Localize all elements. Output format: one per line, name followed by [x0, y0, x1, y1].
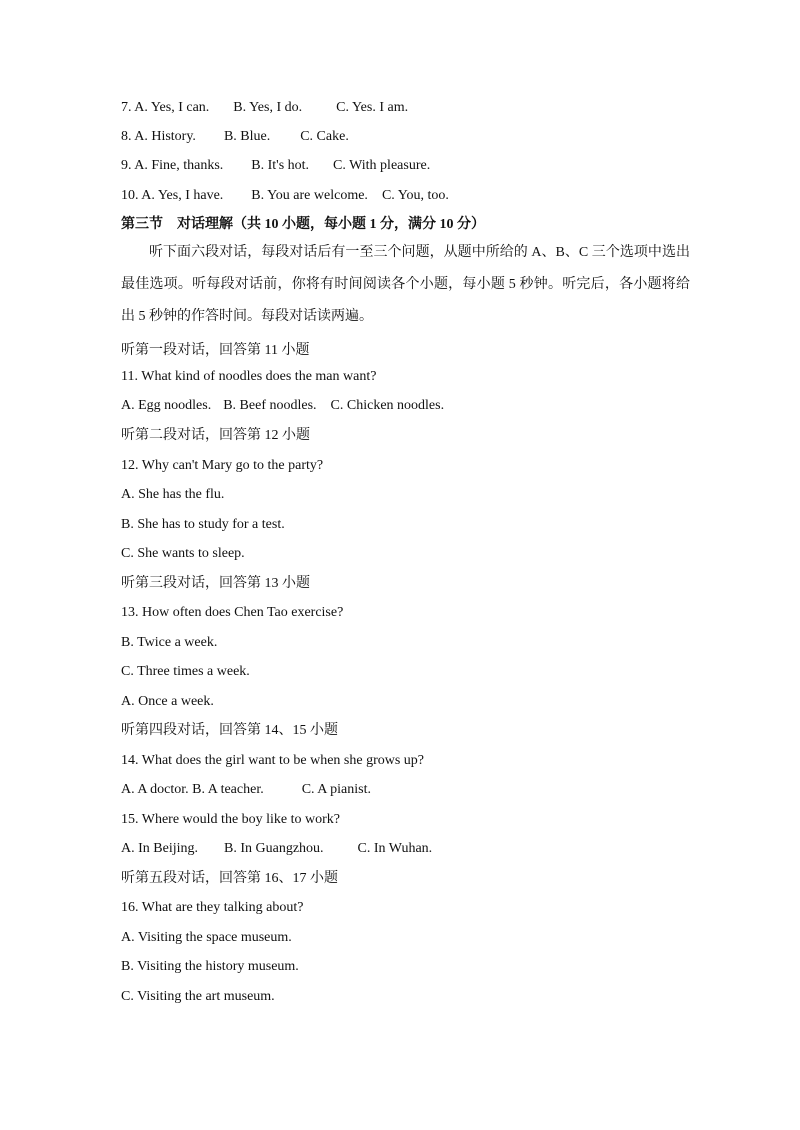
option-text: A. Egg noodles. — [121, 398, 212, 413]
option-line — [121, 98, 690, 118]
option-text: B. You are welcome. — [251, 188, 368, 203]
option-text: A. A doctor. B. A teacher. — [121, 782, 264, 797]
text-line: B. Visiting the history museum. — [121, 959, 299, 974]
text-line: 12. Why can't Mary go to the party? — [121, 458, 324, 473]
option-text: C. Chicken noodles. — [330, 398, 445, 413]
text-line: 听第三段对话，回答第 13 小题 — [121, 576, 310, 591]
option-line — [121, 186, 690, 206]
text-line: 听第五段对话，回答第 16、17 小题 — [121, 871, 338, 886]
option-text: B. Blue. — [223, 129, 271, 144]
option-text: 8. A. History. — [121, 129, 196, 144]
option-text: B. Yes, I do. — [233, 100, 303, 115]
text-line: A. Visiting the space museum. — [121, 930, 292, 945]
text-line: C. Three times a week. — [121, 664, 250, 679]
text-line: 听第四段对话，回答第 14、15 小题 — [121, 723, 338, 738]
option-text: 10. A. Yes, I have. — [121, 188, 224, 203]
text-line: 11. What kind of noodles does the man want? — [121, 369, 377, 384]
text-line: C. She wants to sleep. — [121, 546, 245, 561]
option-text: C. A pianist. — [301, 782, 371, 797]
text-line: C. Visiting the art museum. — [121, 989, 275, 1004]
option-line — [121, 156, 690, 176]
option-line — [121, 839, 690, 859]
option-text: B. It's hot. — [251, 158, 310, 173]
text-line: 16. What are they talking about? — [121, 900, 304, 915]
instructions-paragraph: 听下面六段对话，每段对话后有一至三个问题，从题中所给的 A、B、C 三个选项中选出最佳选项。听每段对话前，你将有时间阅读各个小题，每小题 5 秒钟。听完后，各小题将给出 5 秒钟的作答时间。每段对话读两遍。 — [121, 245, 690, 324]
option-text: C. In Wuhan. — [357, 841, 433, 856]
option-text: B. In Guangzhou. — [224, 841, 324, 856]
option-text: 7. A. Yes, I can. — [121, 100, 210, 115]
text-line: B. Twice a week. — [121, 635, 218, 650]
text-line: 听第二段对话，回答第 12 小题 — [121, 428, 310, 443]
option-line — [121, 780, 690, 800]
option-text: C. You, too. — [381, 188, 449, 203]
option-text: B. Beef noodles. — [223, 398, 317, 413]
text-line: B. She has to study for a test. — [121, 517, 285, 532]
text-line: A. She has the flu. — [121, 487, 225, 502]
option-text: C. Cake. — [300, 129, 349, 144]
option-text: C. Yes. I am. — [336, 100, 409, 115]
text-line: 13. How often does Chen Tao exercise? — [121, 605, 344, 620]
option-line — [121, 396, 690, 416]
text-line: 听第一段对话，回答第 11 小题 — [121, 343, 310, 358]
option-line — [121, 127, 690, 147]
text-line: 15. Where would the boy like to work? — [121, 812, 341, 827]
section-heading: 第三节 对话理解（共 10 小题，每小题 1 分，满分 10 分） — [121, 217, 485, 232]
option-text: C. With pleasure. — [333, 158, 431, 173]
option-text: 9. A. Fine, thanks. — [121, 158, 224, 173]
text-line: 14. What does the girl want to be when she grows up? — [121, 753, 425, 768]
option-text: A. In Beijing. — [121, 841, 198, 856]
text-line: A. Once a week. — [121, 694, 214, 709]
